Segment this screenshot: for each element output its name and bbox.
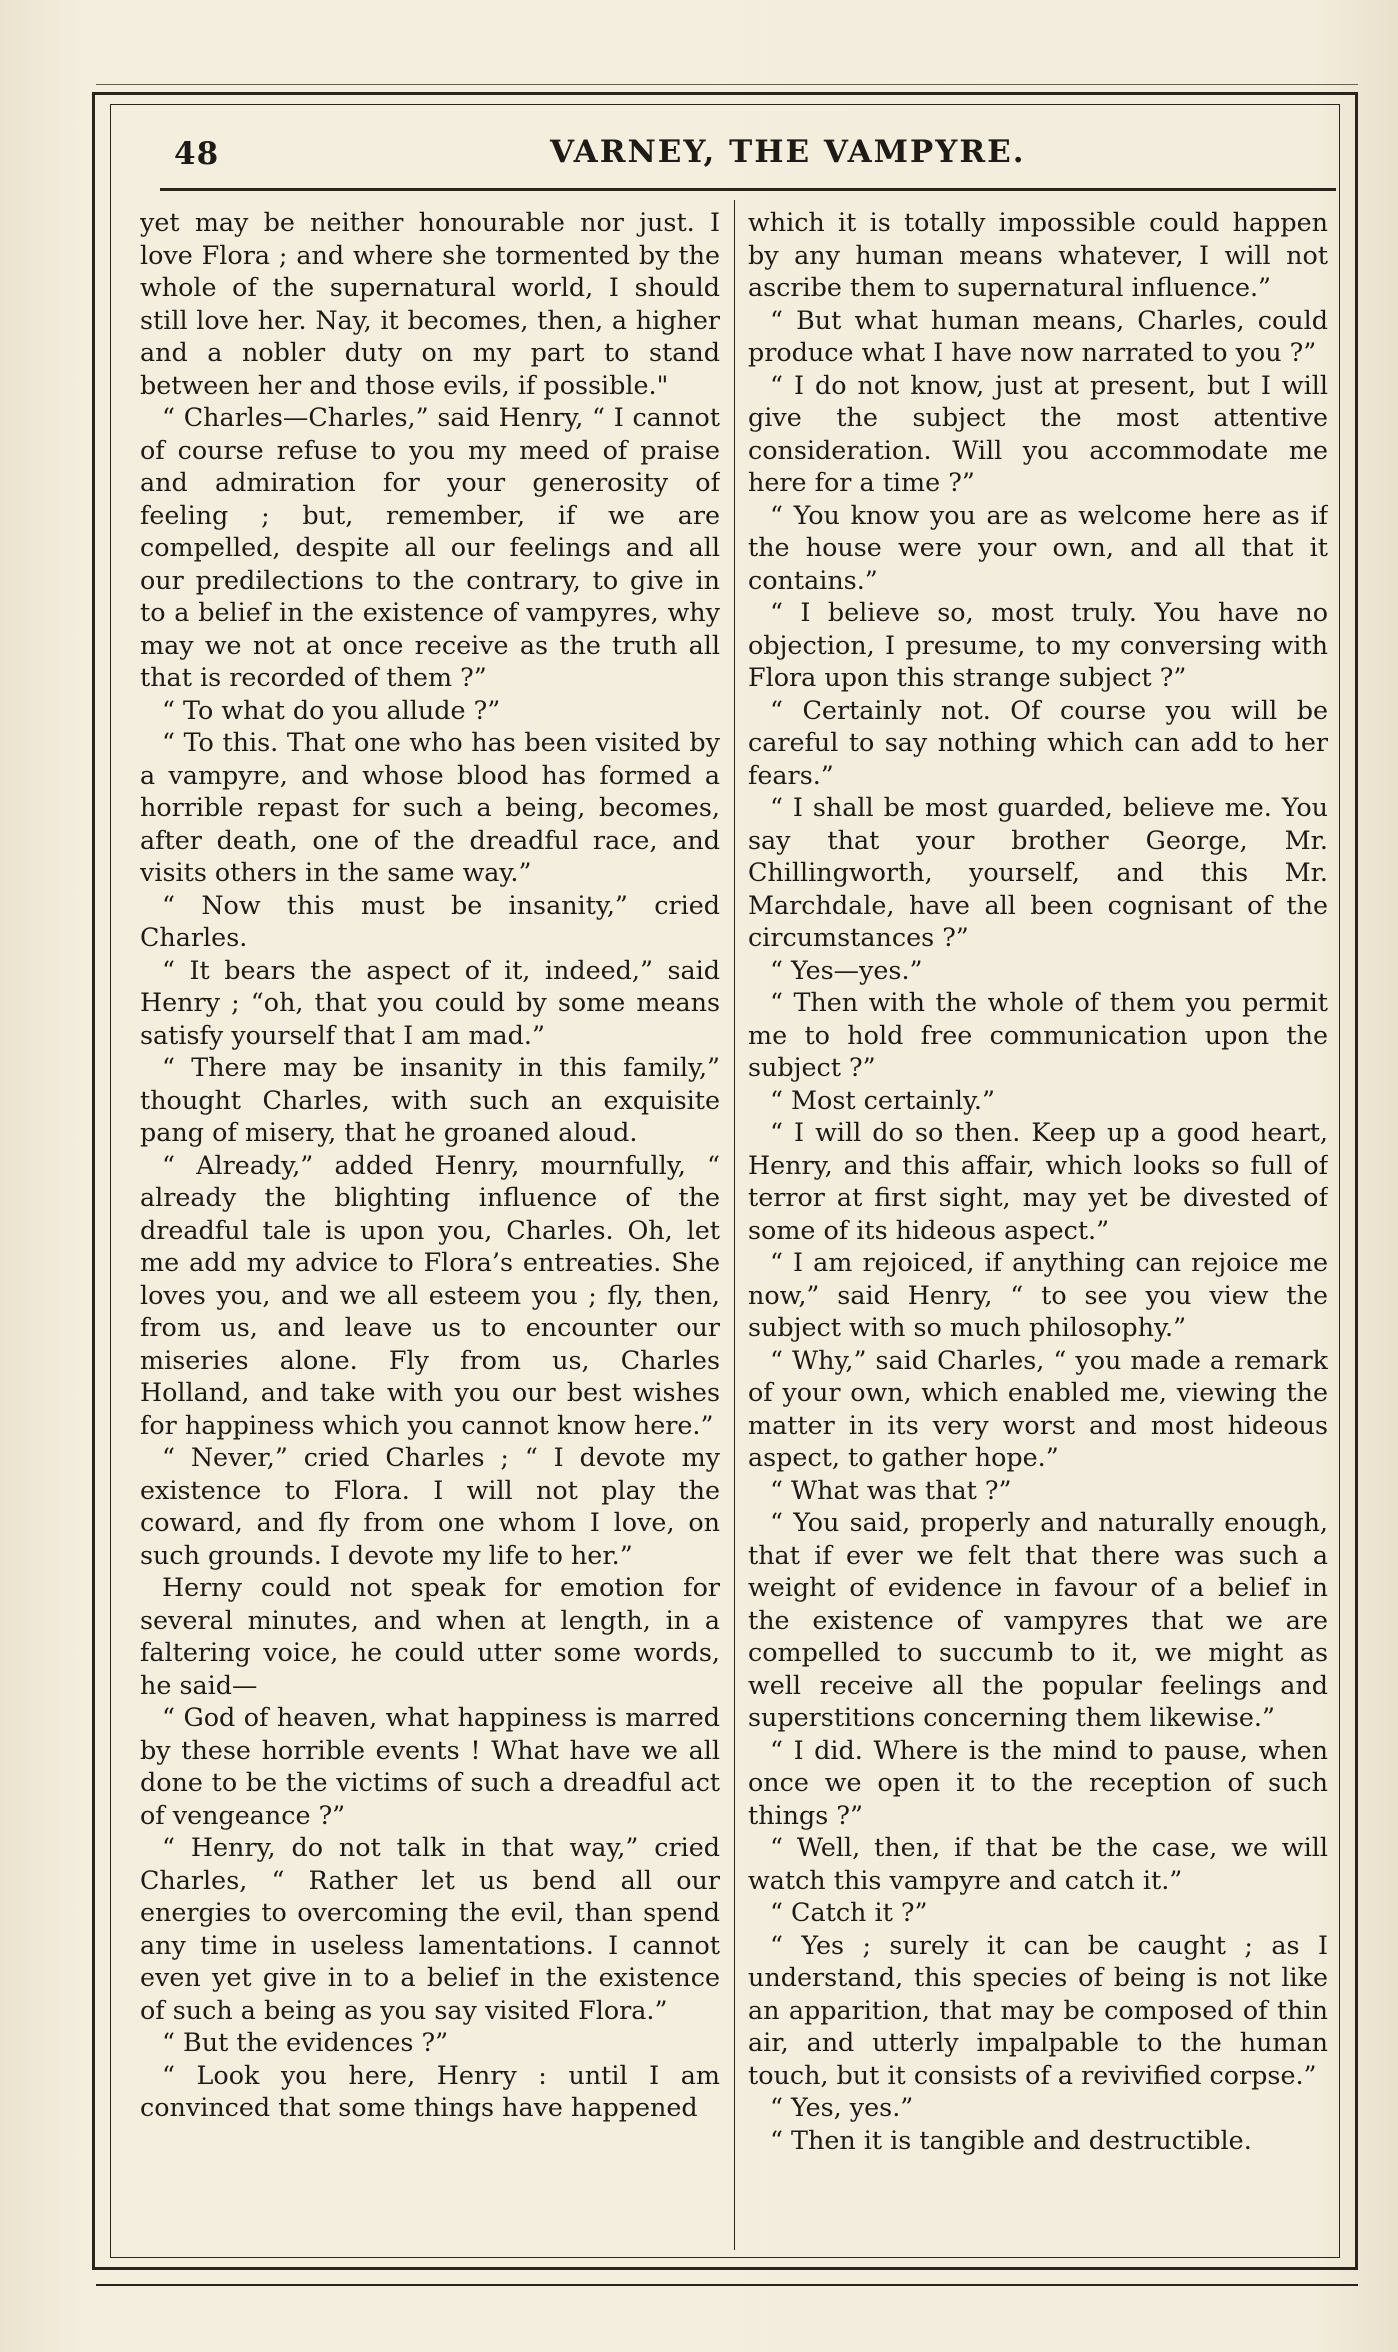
paragraph: “ I believe so, most truly. You have no objection, I presume, to my conversing with Flora upon this strange subject ?” <box>748 597 1328 692</box>
column-divider <box>734 200 735 2250</box>
paragraph: “ What was that ?” <box>770 1474 1012 1505</box>
page-number: 48 <box>174 136 220 172</box>
paragraph: “ But what human means, Charles, could produce what I have now narrated to you ?” <box>748 304 1328 367</box>
paragraph: Herny could not speak for emotion for several minutes, and when at length, in a faltering voice, he could utter some words, he said— <box>140 1572 720 1700</box>
paragraph: “ Then it is tangible and destructible. <box>770 2124 1252 2155</box>
paragraph: which it is totally impossible could happen by any human means whatever, I will not ascribe them to supernatural influence.” <box>748 207 1328 302</box>
paragraph: “ I shall be most guarded, believe me. You say that your brother George, Mr. Chillingworth, yourself, and this Mr. Marchdale, have all been cognisant of the circumstances ?” <box>748 792 1328 952</box>
paragraph: “ God of heaven, what happiness is marred by these horrible events ! What have we all done to be the victims of such a dreadful act of vengeance ?” <box>140 1702 720 1830</box>
paragraph: “ To this. That one who has been visited by a vampyre, and whose blood has formed a horrible repast for such a being, becomes, after death, one of the dreadful race, and visits others in the same way.” <box>140 727 720 887</box>
paragraph: “ Certainly not. Of course you will be careful to say nothing which can add to her fears.” <box>748 694 1328 790</box>
paragraph: “ There may be insanity in this family,” thought Charles, with such an exquisite pang of misery, that he groaned aloud. <box>140 1052 720 1147</box>
paragraph: “ I will do so then. Keep up a good heart, Henry, and this affair, which looks so full of terror at first sight, may yet be divested of some of its hideous aspect.” <box>748 1117 1328 1245</box>
paragraph: “ Then with the whole of them you permit me to hold free communication upon the subject ?” <box>748 987 1328 1082</box>
paragraph: “ Most certainly.” <box>770 1084 995 1115</box>
paragraph: “ But the evidences ?” <box>162 2027 449 2057</box>
paragraph: “ You know you are as welcome here as if the house were your own, and all that it contains.” <box>748 499 1328 595</box>
paragraph: “ To what do you allude ?” <box>162 694 501 725</box>
paragraph: “ Look you here, Henry : until I am convinced that some things have happened <box>140 2059 720 2122</box>
paragraph: “ I am rejoiced, if anything can rejoice me now,” said Henry, “ to see you view the subject with so much philosophy.” <box>748 1247 1328 1342</box>
paragraph: “ It bears the aspect of it, indeed,” said Henry ; “oh, that you could by some means satisfy yourself that I am mad.” <box>140 954 720 1050</box>
paragraph: “ Catch it ?” <box>770 1897 928 1927</box>
paragraph: “ Henry, do not talk in that way,” cried Charles, “ Rather let us bend all our energies to overcoming the evil, than spend any time in useless lamentations. I cannot even yet give in to a belief in the existence of such a being as you say visited Flora.” <box>140 1832 720 2025</box>
running-title: VARNEY, THE VAMPYRE. <box>550 134 1026 170</box>
paragraph: “ I did. Where is the mind to pause, when once we open it to the reception of such things ?” <box>748 1734 1328 1830</box>
paragraph: “ Well, then, if that be the case, we will watch this vampyre and catch it.” <box>748 1832 1328 1895</box>
paragraph: yet may be neither honourable nor just. I love Flora ; and where she tormented by the whole of the supernatural world, I should still love her. Nay, it becomes, then, a higher and a nobler duty on my part to stand between her and those evils, if possible." <box>140 207 720 400</box>
left-text-column <box>140 206 720 2246</box>
top-edge-rule <box>96 84 1358 85</box>
paragraph: “ Yes, yes.” <box>770 2092 914 2122</box>
paragraph: “ Yes ; surely it can be caught ; as I understand, this species of being is not like an apparition, that may be composed of thin air, and utterly impalpable to the human touch, but it consists of a revivified corpse.” <box>748 1929 1328 2090</box>
footer-rule <box>96 2284 1358 2286</box>
paragraph: “ Never,” cried Charles ; “ I devote my existence to Flora. I will not play the coward, and fly from one whom I love, on such grounds. I devote my life to her.” <box>140 1442 720 1570</box>
paragraph: “ You said, properly and naturally enough, that if ever we felt that there was such a weight of evidence in favour of a belief in the existence of vampyres that we are compelled to succumb to it, we might as well receive all the popular feelings and superstitions concerning them likewise.” <box>748 1507 1328 1732</box>
paragraph: “ Why,” said Charles, “ you made a remark of your own, which enabled me, viewing the matter in its very worst and most hideous aspect, to gather hope.” <box>748 1344 1328 1472</box>
right-text-column <box>748 206 1328 2246</box>
paragraph: “ Already,” added Henry, mournfully, “ already the blighting influence of the dreadful tale is upon you, Charles. Oh, let me add my advice to Flora’s entreaties. She loves you, and we all esteem you ; fly, then, from us, and leave us to encounter our miseries alone. Fly from us, Charles Holland, and take with you our best wishes for happiness which you cannot know here.” <box>140 1149 720 1440</box>
paragraph: “ Yes—yes.” <box>770 954 923 985</box>
paragraph: “ Now this must be insanity,” cried Charles. <box>140 889 720 952</box>
header-rule <box>160 188 1336 191</box>
paragraph: “ I do not know, just at present, but I will give the subject the most attentive consideration. Will you accommodate me here for a time ?” <box>748 369 1328 497</box>
paragraph: “ Charles—Charles,” said Henry, “ I cannot of course refuse to you my meed of praise and admiration for your generosity of feeling ; but, remember, if we are compelled, despite all our feelings and all our predilections to the contrary, to give in to a belief in the existence of vampyres, why may we not at once receive as the truth all that is recorded of them ?” <box>140 402 720 692</box>
